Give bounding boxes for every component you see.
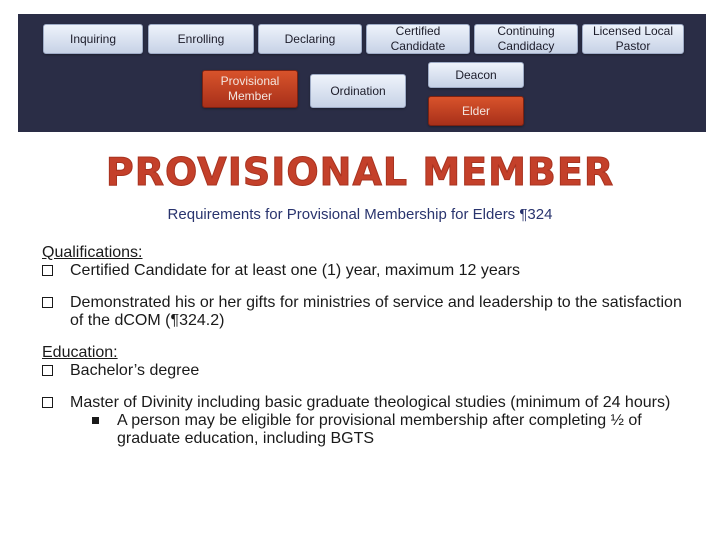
requirements-content bbox=[42, 244, 692, 448]
checkbox-bullet-icon bbox=[42, 265, 53, 276]
step-deacon[interactable]: Deacon bbox=[428, 62, 524, 88]
step-ordination[interactable]: Ordination bbox=[310, 74, 406, 108]
page-title: PROVISIONAL MEMBER bbox=[105, 150, 615, 194]
education-heading: Education: bbox=[42, 344, 118, 361]
step-inquiring[interactable]: Inquiring bbox=[43, 24, 143, 54]
sub-list-item bbox=[42, 412, 692, 448]
step-licensed-local-pastor[interactable]: Licensed Local Pastor bbox=[582, 24, 684, 54]
checkbox-bullet-icon bbox=[42, 297, 53, 308]
sub-list-item-text: A person may be eligible for provisional membership after completing ½ of graduate education, including BGTS bbox=[117, 412, 642, 447]
checkbox-bullet-icon bbox=[42, 365, 53, 376]
step-declaring[interactable]: Declaring bbox=[258, 24, 362, 54]
list-item bbox=[42, 362, 692, 380]
square-bullet-icon bbox=[92, 417, 99, 424]
step-certified-candidate[interactable]: Certified Candidate bbox=[366, 24, 470, 54]
page-subtitle: Requirements for Provisional Membership for Elders ¶324 bbox=[167, 206, 553, 223]
list-item-text: Demonstrated his or her gifts for ministries of service and leadership to the satisfaction of the dCOM (¶324.2) bbox=[70, 294, 682, 329]
checkbox-bullet-icon bbox=[42, 397, 53, 408]
step-enrolling[interactable]: Enrolling bbox=[148, 24, 254, 54]
list-item-text: Master of Divinity including basic graduate theological studies (minimum of 24 hours) bbox=[70, 394, 671, 411]
list-item-text: Certified Candidate for at least one (1) year, maximum 12 years bbox=[70, 262, 520, 279]
step-continuing-candidacy[interactable]: Continuing Candidacy bbox=[474, 24, 578, 54]
list-item bbox=[42, 294, 692, 330]
list-item bbox=[42, 394, 692, 412]
step-elder[interactable]: Elder bbox=[428, 96, 524, 126]
list-item bbox=[42, 262, 692, 280]
list-item-text: Bachelor’s degree bbox=[70, 362, 200, 379]
step-provisional-member[interactable]: Provisional Member bbox=[202, 70, 298, 108]
qualifications-heading: Qualifications: bbox=[42, 244, 143, 261]
